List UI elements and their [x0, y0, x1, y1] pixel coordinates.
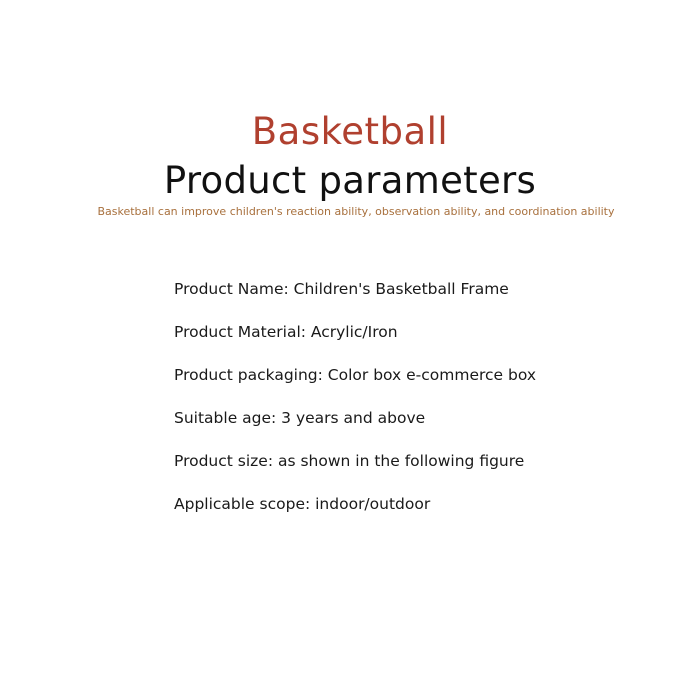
param-product-material: Product Material: Acrylic/Iron: [174, 323, 398, 341]
param-suitable-age: Suitable age: 3 years and above: [174, 409, 426, 427]
param-applicable-scope: Applicable scope: indoor/outdoor: [174, 495, 431, 513]
param-product-size: Product size: as shown in the following figure: [174, 452, 525, 470]
param-product-packaging: Product packaging: Color box e-commerce box: [174, 366, 537, 384]
parameter-list: [174, 278, 674, 536]
title-product-parameters: Product parameters: [163, 159, 537, 202]
param-product-name: Product Name: Children's Basketball Frame: [174, 280, 509, 298]
subtitle-description: Basketball can improve children's reaction ability, observation ability, and coordination ability: [97, 205, 615, 218]
title-basketball: Basketball: [251, 110, 449, 153]
